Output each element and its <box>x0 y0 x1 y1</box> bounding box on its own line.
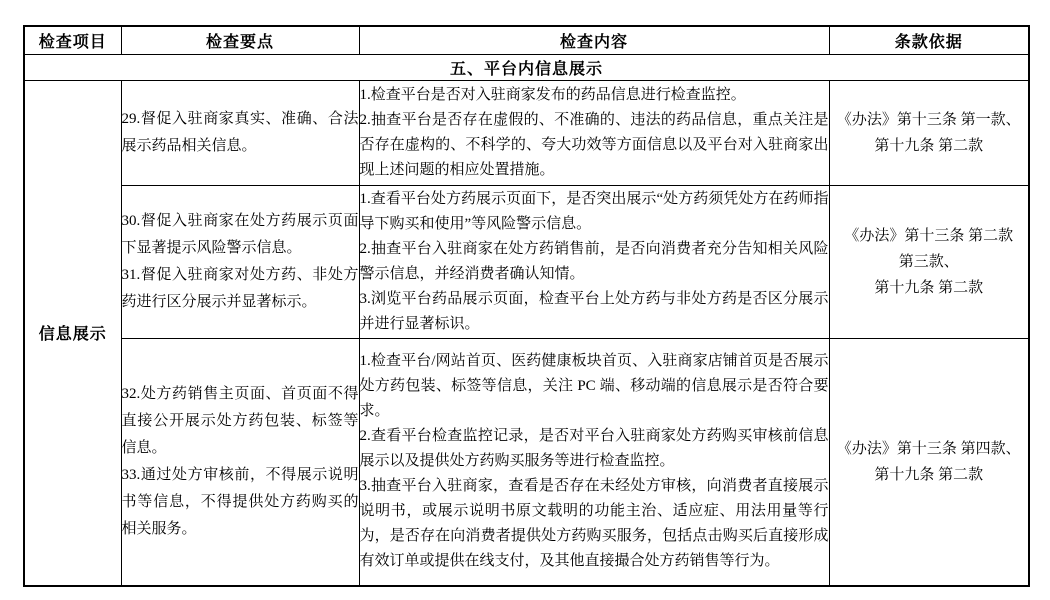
content-paragraph: 2.查看平台检查监控记录，是否对平台入驻商家处方药购买审核前信息展示以及提供处方药购买服务等进行检查监控。 <box>359 428 829 470</box>
content-paragraph: 1.检查平台是否对入驻商家发布的药品信息进行检查监控。 <box>359 87 746 103</box>
col-header-clause-basis: 条款依据 <box>829 26 1029 55</box>
basis-cell <box>829 186 1029 339</box>
keypoint-text: 29.督促入驻商家真实、准确、合法展示药品相关信息。 <box>121 111 359 154</box>
keypoint-text: 33.通过处方审核前，不得展示说明书等信息，不得提供处方药购买的相关服务。 <box>121 466 359 537</box>
basis-line: 《办法》第十三条 第一款、第十九条 第二款 <box>836 112 1021 154</box>
section-title: 五、平台内信息展示 <box>24 55 1029 81</box>
inspection-table <box>23 25 1030 587</box>
keypoint-cell <box>121 186 359 339</box>
col-header-key-points: 检查要点 <box>121 26 359 55</box>
basis-line: 第十九条 第二款 <box>874 280 984 296</box>
col-header-inspection-content: 检查内容 <box>359 26 829 55</box>
content-paragraph: 3.抽查平台入驻商家，查看是否存在未经处方审核，向消费者直接展示说明书，或展示说明书原文载明的功能主治、适应症、用法用量等行为，是否存在向消费者提供处方药购买服务，包括点击购买后直接形成有效订单或提供在线支付，及其他直接撮合处方药销售等行为。 <box>359 478 829 570</box>
basis-cell <box>829 339 1029 586</box>
content-paragraph: 1.查看平台处方药展示页面下，是否突出展示“处方药须凭处方在药师指导下购买和使用”等风险警示信息。 <box>359 191 829 232</box>
header-row <box>24 26 1029 55</box>
section-row <box>24 55 1029 81</box>
keypoint-text: 30.督促入驻商家在处方药展示页面下显著提示风险警示信息。 <box>121 213 359 256</box>
content-paragraph: 3.浏览平台药品展示页面，检查平台上处方药与非处方药是否区分展示并进行显著标识。 <box>359 291 829 332</box>
table-row <box>24 81 1029 186</box>
keypoint-cell <box>121 339 359 586</box>
col-header-inspection-item: 检查项目 <box>24 26 121 55</box>
content-cell <box>359 81 829 186</box>
content-cell <box>359 339 829 586</box>
content-paragraph: 2.抽查平台入驻商家在处方药销售前，是否向消费者充分告知相关风险警示信息，并经消费者确认知情。 <box>359 241 829 282</box>
basis-line: 第三款、 <box>898 254 959 270</box>
content-paragraph: 1.检查平台/网站首页、医药健康板块首页、入驻商家店铺首页是否展示处方药包装、标签等信息，关注 PC 端、移动端的信息展示是否符合要求。 <box>359 353 829 420</box>
content-paragraph: 2.抽查平台是否存在虚假的、不准确的、违法的药品信息，重点关注是否存在虚构的、不科学的、夸大功效等方面信息以及平台对入驻商家出现上述问题的相应处置措施。 <box>359 112 829 178</box>
keypoint-cell <box>121 81 359 186</box>
table-row <box>24 186 1029 339</box>
group-cell-information-display: 信息展示 <box>24 81 121 586</box>
table-row <box>24 339 1029 586</box>
content-cell <box>359 186 829 339</box>
basis-cell <box>829 81 1029 186</box>
basis-line: 《办法》第十三条 第二款 <box>844 228 1014 244</box>
keypoint-text: 31.督促入驻商家对处方药、非处方药进行区分展示并显著标示。 <box>121 267 359 310</box>
keypoint-text: 32.处方药销售主页面、首页面不得直接公开展示处方药包装、标签等信息。 <box>121 385 359 456</box>
basis-line: 《办法》第十三条 第四款、第十九条 第二款 <box>836 440 1021 483</box>
